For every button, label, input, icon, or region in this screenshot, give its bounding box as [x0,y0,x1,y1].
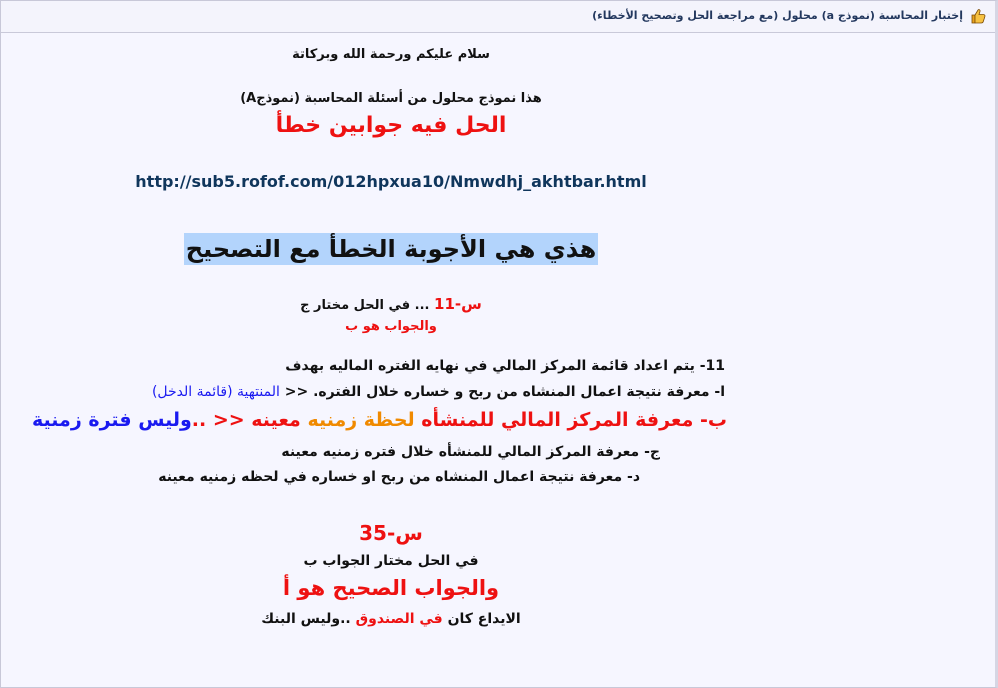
q11-option-b-part4: وليس فترة زمنية [32,409,192,431]
q35-picked: في الحل مختار الجواب ب [303,553,479,569]
q11-option-a [152,384,725,400]
intro-text: هذا نموذج محلول من أسئلة المحاسبة (نموذجA) [240,91,542,106]
q11-option-a-note: المنتهية (قائمة الدخل) [151,384,280,400]
q11-option-b [32,409,727,431]
greeting-text: سلام عليكم ورحمة الله وبركاتة [292,47,490,62]
corrections-heading: هذي هي الأجوبة الخطأ مع التصحيح [185,235,597,263]
q35-note-part1: الايداع كان [442,611,521,627]
heading-row [1,235,781,263]
q11-option-b-part2: لحظة زمنيه [307,409,415,431]
q35-answer: والجواب الصحيح هو أ [282,576,500,600]
q35-note-part3: ..وليس البنك [261,611,356,627]
q11-option-c: ج- معرفة المركز المالي للمنشأه خلال فتره زمنيه معينه [281,444,660,460]
thumbs-up-icon [969,7,987,25]
q35-note-part2: في الصندوق [355,611,443,627]
q11-picked: ... في الحل مختار ج [300,298,435,313]
q11-option-a-text: ا- معرفة نتيجة اعمال المنشاه من ربح و خساره خلال الفتره. << [279,384,725,400]
q11-question: 11- يتم اعداد قائمة المركز المالي في نهايه الفتره الماليه بهدف [285,358,725,374]
q35-note [1,611,781,627]
thread-title-bar [1,1,995,33]
download-link-row [1,172,781,191]
q11-answer: والجواب هو ب [345,319,437,334]
q11-picked-row [1,295,781,313]
q11-label: س-11 [434,295,482,313]
q11-option-d: د- معرفة نتيجة اعمال المنشاه من ربح او خساره في لحظه زمنيه معينه [158,469,640,485]
q11-option-b-part1: ب- معرفة المركز المالي للمنشأه [414,409,727,431]
download-link[interactable]: http://sub5.rofof.com/012hpxua10/Nmwdhj_akhtbar.html [135,172,647,191]
warning-text: الحل فيه جوابين خطأ [275,113,507,138]
q11-option-b-part3: معينه << .. [191,409,308,431]
post-content [1,33,995,687]
thread-title[interactable]: إختبار المحاسبة (نموذج a) محلول (مع مراجعة الحل وتصحيح الأخطاء) [592,9,963,22]
q35-label: س-35 [359,521,423,545]
